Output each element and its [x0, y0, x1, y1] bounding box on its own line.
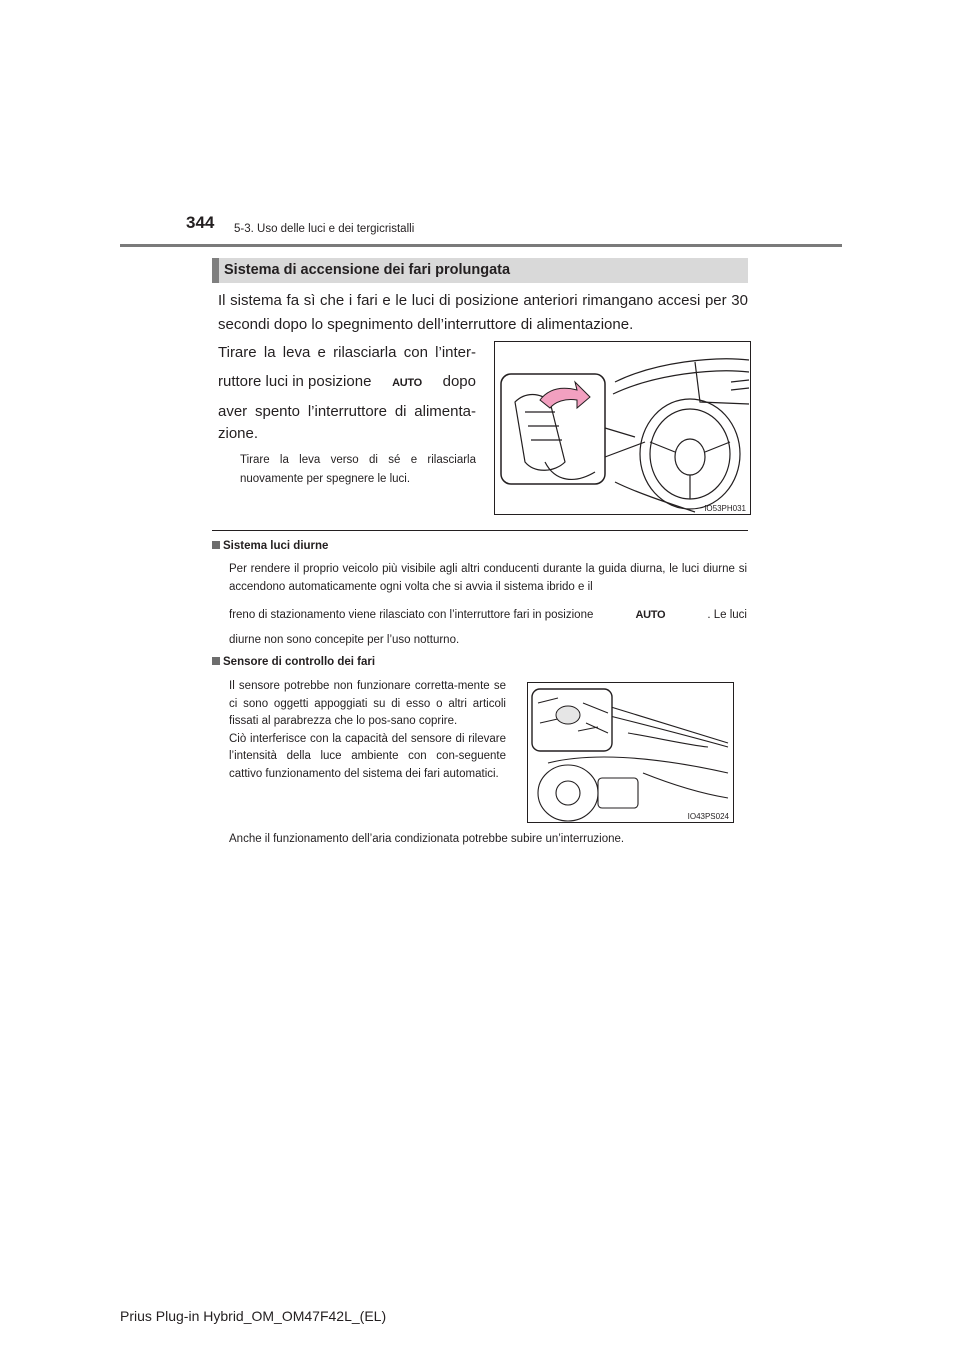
- sensor-after-text: Anche il funzionamento dell’aria condizionata potrebbe subire un’interruzione.: [229, 833, 625, 845]
- section-heading-bar: [212, 258, 748, 283]
- section-title: 5-3. Uso delle luci e dei tergicristalli: [234, 223, 415, 235]
- footer: Prius Plug-in Hybrid_OM_OM47F42L_(EL): [120, 1308, 387, 1324]
- intro-paragraph: Il sistema fa sì che i fari e le luci di posizione anteriori rimangano accesi per 30 secondi dopo lo spegnimento dell’interruttore di alimentazione.: [218, 292, 748, 333]
- section-heading: Sistema di accensione dei fari prolungata: [224, 262, 511, 278]
- square-bullet-icon: [212, 657, 220, 665]
- square-bullet-icon: [212, 541, 220, 549]
- page-number: 344: [186, 213, 215, 232]
- daytime-lights-text-a: Per rendere il proprio veicolo più visibile agli altri conducenti durante la guida diurna, le luci diurne si accendono automaticamente ogni volta che si avvia il sistema ibrido e il: [229, 563, 747, 593]
- daytime-lights-text-b: [229, 606, 747, 624]
- figure-steering-lever: [494, 341, 751, 515]
- instruction-line-4: zione.: [218, 425, 259, 442]
- instruction-note: Tirare la leva verso di sé e rilasciarla nuovamente per spegnere le luci.: [240, 454, 476, 485]
- steering-lever-illustration: [495, 342, 750, 514]
- figure-code: IO53PH031: [704, 504, 746, 513]
- auto-position-icon: AUTO: [635, 609, 666, 621]
- subheading-daytime-lights: [212, 540, 328, 552]
- heading-accent: [212, 258, 219, 283]
- section-divider: [212, 530, 748, 531]
- subheading-sensor: [212, 656, 375, 668]
- sensor-text-1: Il sensore potrebbe non funzionare corretta-mente se ci sono oggetti appoggiati su di esso o altri articoli fissati al parabrezza che lo pos-sano coprire.: [229, 680, 506, 727]
- text-part: . Le luci: [707, 609, 747, 621]
- daytime-lights-text-c: diurne non sono concepite per l’uso notturno.: [229, 634, 460, 646]
- figure-dashboard-sensor: [527, 682, 734, 823]
- sensor-text: [229, 678, 506, 783]
- sensor-text-2: Ciò interferisce con la capacità del sensore di rilevare l’intensità della luce ambiente con con-seguente cattivo funzionamento del sistema dei fari automatici.: [229, 732, 506, 780]
- dashboard-sensor-illustration: [528, 683, 733, 822]
- subheading-text: Sensore di controllo dei fari: [223, 656, 376, 668]
- instruction-line-2: [218, 373, 476, 390]
- auto-position-icon: AUTO: [392, 377, 422, 389]
- figure-code: IO43PS024: [687, 812, 729, 821]
- instruction-line-3: aver spento l’interruttore di alimenta-: [218, 403, 476, 420]
- instruction-line-1: Tirare la leva e rilasciarla con l’inter-: [218, 344, 476, 361]
- instruction-text: dopo: [442, 373, 476, 390]
- instruction-text: ruttore luci in posizione: [218, 373, 372, 390]
- subheading-text: Sistema luci diurne: [223, 540, 329, 552]
- header-rule: [120, 244, 842, 247]
- text-part: freno di stazionamento viene rilasciato con l’interruttore fari in posizione: [229, 609, 594, 621]
